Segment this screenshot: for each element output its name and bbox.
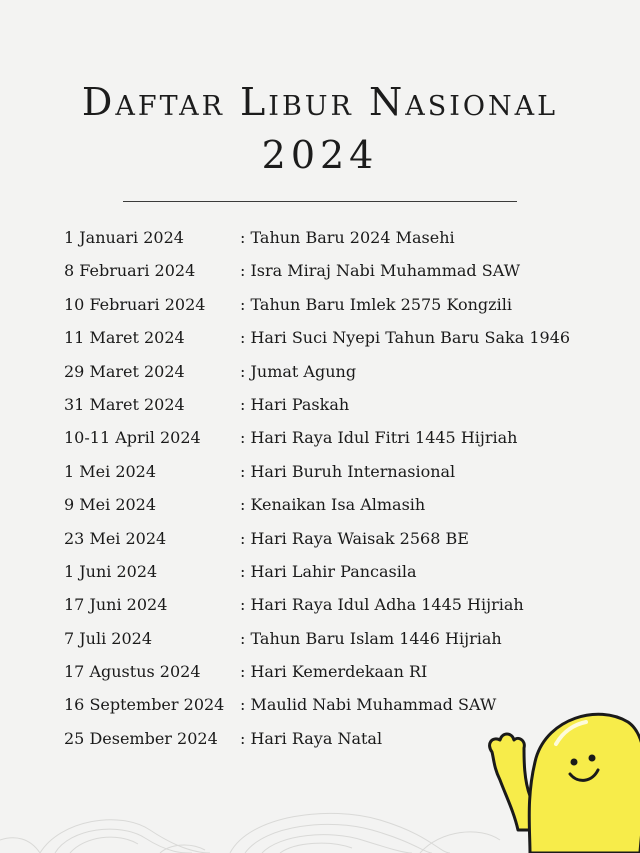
holiday-name: : Hari Paskah <box>240 394 350 414</box>
holiday-name: : Jumat Agung <box>240 361 357 381</box>
holiday-date: 9 Mei 2024 <box>64 495 157 515</box>
holiday-row <box>64 359 624 392</box>
holiday-row <box>64 392 624 425</box>
holiday-date: 7 Juli 2024 <box>64 628 153 648</box>
holiday-name: : Hari Raya Natal <box>240 728 383 748</box>
holiday-date: 16 September 2024 <box>64 695 225 715</box>
holiday-name: : Maulid Nabi Muhammad SAW <box>240 695 497 715</box>
holiday-row <box>64 626 624 659</box>
holiday-date: 25 Desember 2024 <box>64 728 218 748</box>
holiday-row <box>64 492 624 525</box>
holiday-date: 17 Agustus 2024 <box>64 662 201 682</box>
holiday-row <box>64 225 624 258</box>
holiday-date: 29 Maret 2024 <box>64 361 185 381</box>
holiday-name: : Hari Suci Nyepi Tahun Baru Saka 1946 <box>240 328 571 348</box>
holiday-name: : Hari Raya Idul Fitri 1445 Hijriah <box>240 428 518 448</box>
title-divider <box>123 201 517 202</box>
holiday-row <box>64 592 624 625</box>
holiday-date: 31 Maret 2024 <box>64 394 185 414</box>
holiday-row <box>64 425 624 458</box>
holiday-row <box>64 292 624 325</box>
holiday-date: 11 Maret 2024 <box>64 328 185 348</box>
holiday-list <box>64 225 624 759</box>
holiday-name: : Kenaikan Isa Almasih <box>240 495 426 515</box>
holiday-date: 1 Mei 2024 <box>64 461 157 481</box>
holiday-name: : Tahun Baru 2024 Masehi <box>240 228 455 247</box>
holiday-name: : Hari Kemerdekaan RI <box>240 662 428 682</box>
holiday-date: 1 Juni 2024 <box>64 561 158 581</box>
holiday-name: : Hari Buruh Internasional <box>240 461 456 481</box>
page-title-year: 2024 <box>261 133 379 177</box>
holiday-row <box>64 526 624 559</box>
holiday-date: 1 Januari 2024 <box>64 228 184 247</box>
holiday-date: 10 Februari 2024 <box>64 294 206 314</box>
holiday-name: : Isra Miraj Nabi Muhammad SAW <box>240 261 521 281</box>
holiday-date: 8 Februari 2024 <box>64 261 196 281</box>
holiday-date: 17 Juni 2024 <box>64 595 168 615</box>
holiday-name: : Hari Raya Idul Adha 1445 Hijriah <box>240 595 524 615</box>
page-title: Daftar Libur Nasional <box>81 80 559 124</box>
holiday-row <box>64 659 624 692</box>
holiday-name: : Hari Raya Waisak 2568 BE <box>240 528 469 548</box>
holiday-name: : Hari Lahir Pancasila <box>240 561 417 581</box>
holiday-date: 10-11 April 2024 <box>64 428 201 448</box>
holiday-row <box>64 258 624 291</box>
holiday-name: : Tahun Baru Imlek 2575 Kongzili <box>240 294 512 314</box>
waving-lemon-mascot-icon <box>478 700 640 853</box>
holiday-row <box>64 325 624 358</box>
holiday-date: 23 Mei 2024 <box>64 528 167 548</box>
holiday-row <box>64 459 624 492</box>
holiday-row <box>64 559 624 592</box>
holiday-name: : Tahun Baru Islam 1446 Hijriah <box>240 628 502 648</box>
